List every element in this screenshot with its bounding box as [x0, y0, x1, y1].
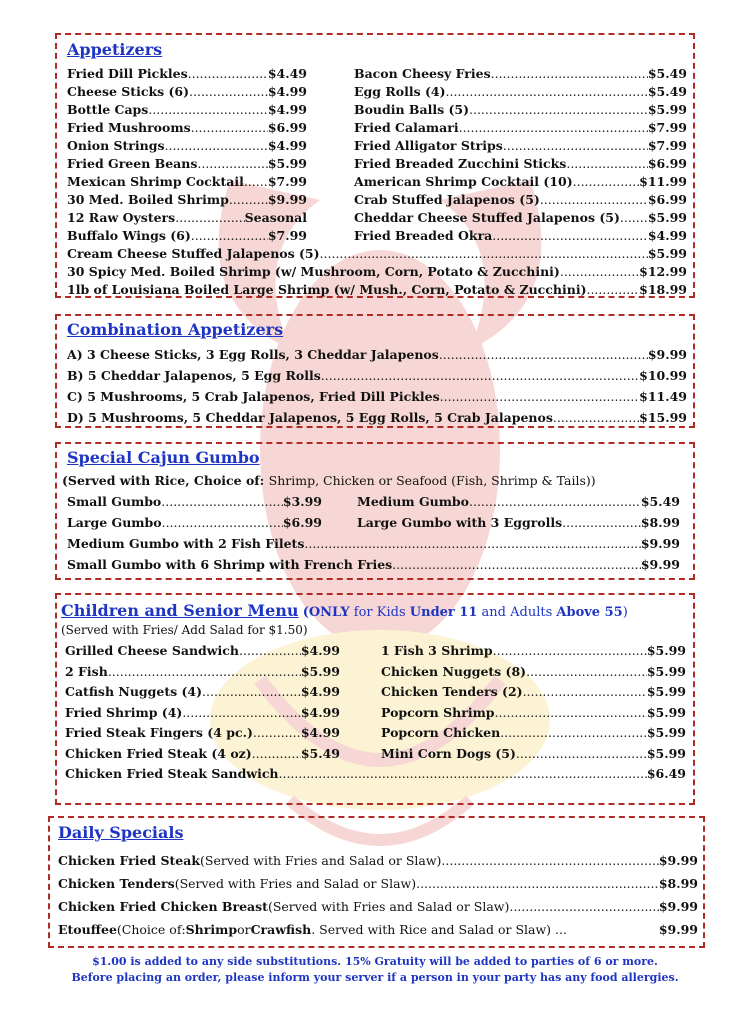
- combination-appetizers-section: [55, 314, 695, 428]
- children-rows: [65, 643, 687, 787]
- menu-item: D) 5 Mushrooms, 5 Cheddar Jalapenos, 5 Egg Rolls, 5 Crab Jalapenos ..... $15.99: [67, 410, 687, 425]
- daily-specials-section: [48, 816, 705, 948]
- appetizers-rows: [67, 66, 689, 300]
- section-title: Special Cajun Gumbo: [67, 448, 260, 467]
- menu-item: Fried Dill Pickles ..... $4.49: [67, 66, 307, 81]
- section-title: Daily Specials: [58, 823, 184, 842]
- menu-item: A) 3 Cheese Sticks, 3 Egg Rolls, 3 Cheddar Jalapenos ..... $9.99: [67, 347, 687, 362]
- daily-rows: [58, 853, 698, 945]
- menu-item: Catfish Nuggets (4) ..... $4.99: [65, 684, 340, 699]
- cajun-gumbo-section: [55, 442, 695, 580]
- menu-item: Fried Shrimp (4) ..... $4.99: [65, 705, 340, 720]
- menu-item: B) 5 Cheddar Jalapenos, 5 Egg Rolls ..... $10.99: [67, 368, 687, 383]
- menu-item: 30 Spicy Med. Boiled Shrimp (w/ Mushroom, Corn, Potato & Zucchini) ..... $12.99: [67, 264, 687, 279]
- menu-item: 1lb of Louisiana Boiled Large Shrimp (w/ Mush., Corn, Potato & Zucchini) ..... $18.99: [67, 282, 687, 297]
- menu-item: 1 Fish 3 Shrimp ..... $5.99: [381, 643, 686, 658]
- children-header: Children and Senior Menu (ONLY for Kids Under 11 and Adults Above 55): [61, 601, 628, 620]
- menu-item: Small Gumbo with 6 Shrimp with French Fries ..... $9.99: [67, 557, 680, 572]
- menu-item: Crab Stuffed Jalapenos (5) ..... $6.99: [354, 192, 687, 207]
- menu-item: Fried Green Beans ..... $5.99: [67, 156, 307, 171]
- menu-item: Medium Gumbo ..... $5.49: [357, 494, 680, 509]
- menu-item: Buffalo Wings (6) ..... $7.99: [67, 228, 307, 243]
- menu-item: Boudin Balls (5) ..... $5.99: [354, 102, 687, 117]
- menu-item: Egg Rolls (4) ..... $5.49: [354, 84, 687, 99]
- combo-rows: [67, 347, 689, 431]
- menu-item: Chicken Tenders (2) ..... $5.99: [381, 684, 686, 699]
- footer-note-substitutions: $1.00 is added to any side substitutions. 15% Gratuity will be added to parties of 6 or more.: [92, 955, 658, 968]
- menu-item: Grilled Cheese Sandwich ..... $4.99: [65, 643, 340, 658]
- menu-item: Mini Corn Dogs (5) ..... $5.99: [381, 746, 686, 761]
- menu-item: Chicken Fried Steak Sandwich ..... $6.49: [65, 766, 686, 781]
- menu-item: Cream Cheese Stuffed Jalapenos (5) ..... $5.99: [67, 246, 687, 261]
- menu-item: Etouffee (Choice of: Shrimp or Crawfish . Served with Rice and Salad or Slaw) ... $9.99: [58, 922, 698, 937]
- menu-item: Chicken Fried Steak (Served with Fries and Salad or Slaw) ..... $9.99: [58, 853, 698, 868]
- menu-item: 2 Fish ..... $5.99: [65, 664, 340, 679]
- children-note: (Served with Fries/ Add Salad for $1.50): [61, 623, 308, 637]
- menu-item: Chicken Fried Steak (4 oz) ..... $5.49: [65, 746, 340, 761]
- menu-item: Fried Mushrooms ..... $6.99: [67, 120, 307, 135]
- menu-item: Fried Breaded Zucchini Sticks ..... $6.99: [354, 156, 687, 171]
- children-senior-section: [55, 593, 695, 805]
- menu-item: Bottle Caps ..... $4.99: [67, 102, 307, 117]
- menu-item: Chicken Fried Chicken Breast (Served with Fries and Salad or Slaw) ..... $9.99: [58, 899, 698, 914]
- menu-item: Fried Calamari ..... $7.99: [354, 120, 687, 135]
- menu-item: Large Gumbo with 3 Eggrolls ..... $8.99: [357, 515, 680, 530]
- menu-item: Fried Breaded Okra ..... $4.99: [354, 228, 687, 243]
- menu-item: American Shrimp Cocktail (10) ..... $11.99: [354, 174, 687, 189]
- appetizers-section: [55, 33, 695, 298]
- section-title: Children and Senior Menu: [61, 601, 299, 620]
- menu-item: Mexican Shrimp Cocktail ..... $7.99: [67, 174, 307, 189]
- menu-item: Fried Alligator Strips ..... $7.99: [354, 138, 687, 153]
- menu-item: Cheddar Cheese Stuffed Jalapenos (5) ..... $5.99: [354, 210, 687, 225]
- menu-item: C) 5 Mushrooms, 5 Crab Jalapenos, Fried Dill Pickles ..... $11.49: [67, 389, 687, 404]
- menu-item: Bacon Cheesy Fries ..... $5.49: [354, 66, 687, 81]
- menu-item: Popcorn Shrimp ..... $5.99: [381, 705, 686, 720]
- menu-item: Medium Gumbo with 2 Fish Filets ..... $9.99: [67, 536, 680, 551]
- menu-item: Popcorn Chicken ..... $5.99: [381, 725, 686, 740]
- menu-item: 30 Med. Boiled Shrimp ..... $9.99: [67, 192, 307, 207]
- menu-item: Fried Steak Fingers (4 pc.) ..... $4.99: [65, 725, 340, 740]
- section-title: Combination Appetizers: [67, 320, 284, 339]
- gumbo-rows: [67, 494, 689, 578]
- menu-item: Cheese Sticks (6) ..... $4.99: [67, 84, 307, 99]
- menu-item: Small Gumbo ..... $3.99: [67, 494, 322, 509]
- menu-item: Onion Strings ..... $4.99: [67, 138, 307, 153]
- menu-item: Chicken Tenders (Served with Fries and Salad or Slaw) ..... $8.99: [58, 876, 698, 891]
- footer-note-allergies: Before placing an order, please inform your server if a person in your party has any food allergies.: [71, 971, 679, 984]
- menu-item: 12 Raw Oysters ..... Seasonal: [67, 210, 307, 225]
- section-title: Appetizers: [67, 40, 163, 59]
- menu-item: Chicken Nuggets (8) ..... $5.99: [381, 664, 686, 679]
- menu-item: Large Gumbo ..... $6.99: [67, 515, 322, 530]
- gumbo-note: (Served with Rice, Choice of: Shrimp, Chicken or Seafood (Fish, Shrimp & Tails)): [62, 473, 596, 488]
